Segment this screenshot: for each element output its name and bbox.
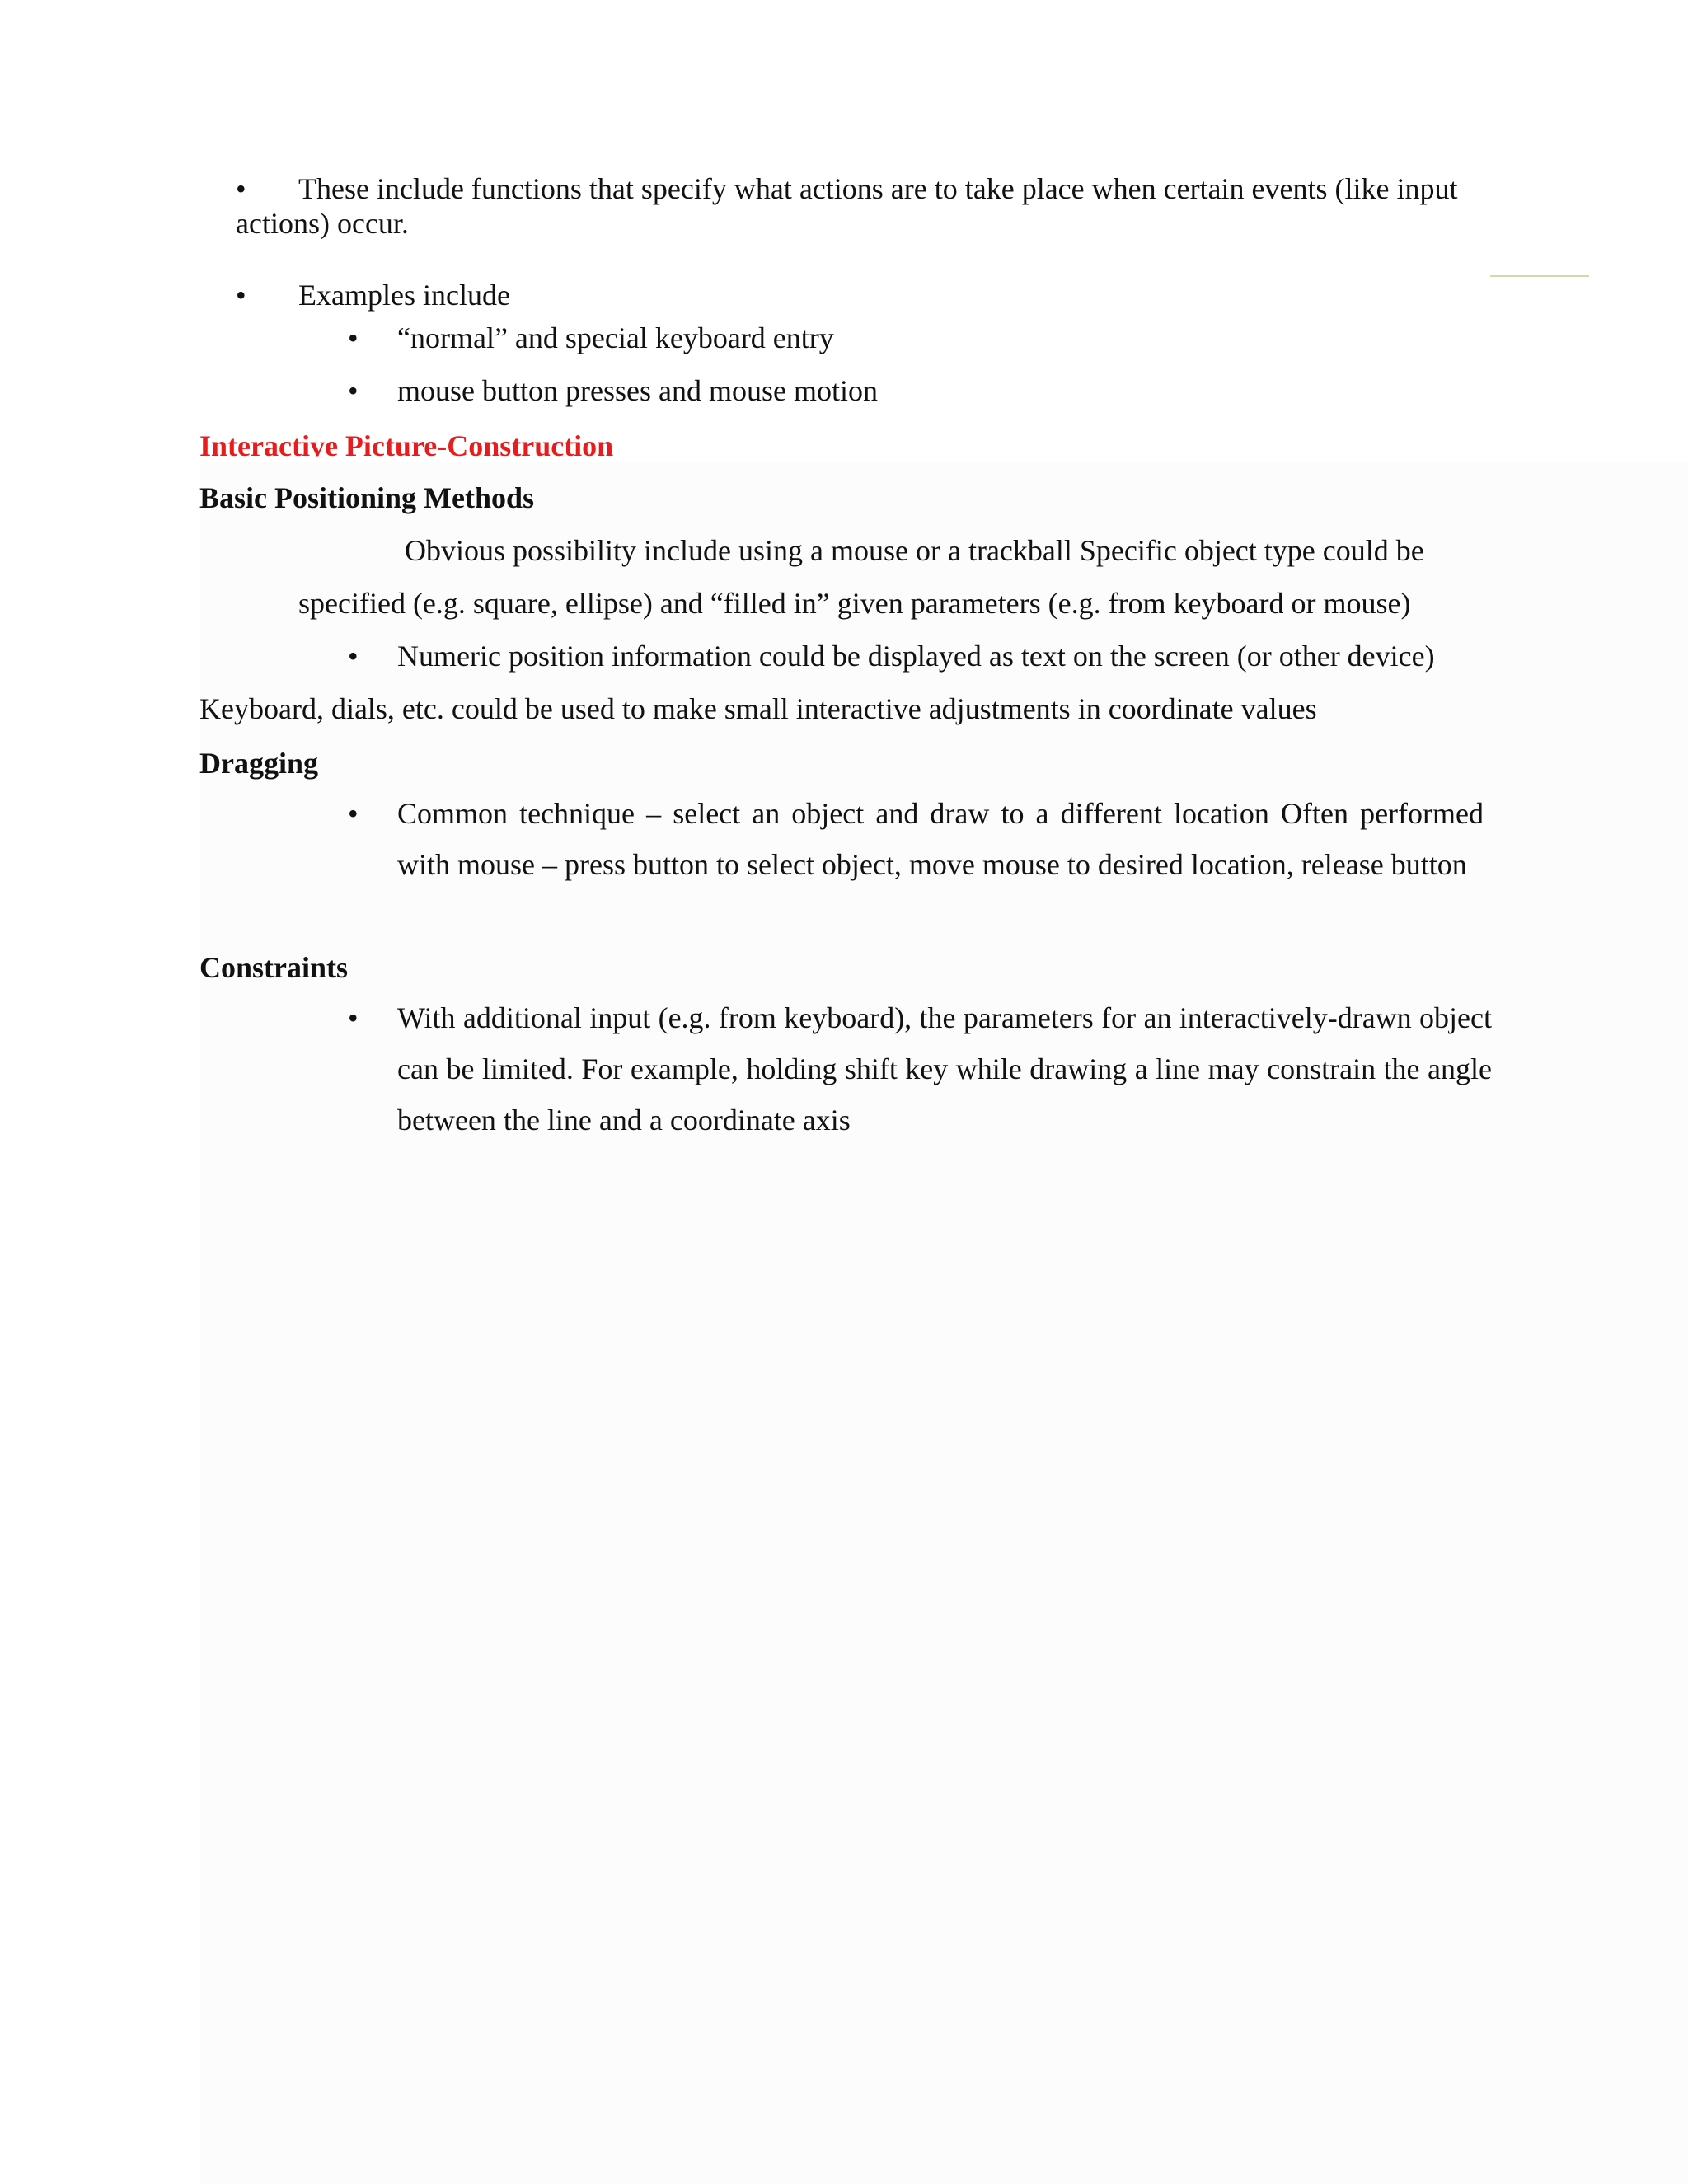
bullet-marker: • bbox=[348, 797, 359, 830]
bullet-text: Common technique – select an object and draw to a different location Often performed with mouse – press button to select object, move mouse to desired location, release button bbox=[397, 797, 1484, 881]
examples-label: Examples include bbox=[298, 279, 510, 312]
intro-line-continued: actions) occur. bbox=[236, 207, 409, 240]
bullet-marker: • bbox=[236, 279, 246, 312]
section-title: Interactive Picture-Construction bbox=[199, 429, 614, 462]
decorative-rule bbox=[1490, 275, 1589, 277]
intro-line: These include functions that specify what actions are to take place when certain events (like input bbox=[298, 172, 1458, 205]
bullet-text: With additional input (e.g. from keyboard), the parameters for an interactively-drawn object can be limited. For example, holding shift key while drawing a line may constrain the angle between the line and a coordinate axis bbox=[397, 1001, 1492, 1137]
bullet-text: Numeric position information could be displayed as text on the screen (or other device) bbox=[397, 640, 1435, 673]
heading-dragging: Dragging bbox=[199, 747, 318, 780]
example-item: “normal” and special keyboard entry bbox=[397, 321, 834, 354]
heading-constraints: Constraints bbox=[199, 951, 349, 984]
heading-basic-positioning: Basic Positioning Methods bbox=[199, 481, 535, 514]
bullet-marker: • bbox=[236, 172, 246, 205]
paragraph-line: Keyboard, dials, etc. could be used to make small interactive adjustments in coordinate values bbox=[199, 692, 1317, 725]
paragraph-line: specified (e.g. square, ellipse) and “filled in” given parameters (e.g. from keyboard or mouse) bbox=[298, 587, 1411, 620]
bullet-marker: • bbox=[348, 1001, 359, 1034]
bullet-marker: • bbox=[348, 640, 359, 673]
example-item: mouse button presses and mouse motion bbox=[397, 374, 878, 407]
bullet-marker: • bbox=[348, 374, 359, 407]
paragraph-line: Obvious possibility include using a mouse or a trackball Specific object type could be bbox=[405, 534, 1424, 567]
bullet-marker: • bbox=[348, 321, 359, 354]
